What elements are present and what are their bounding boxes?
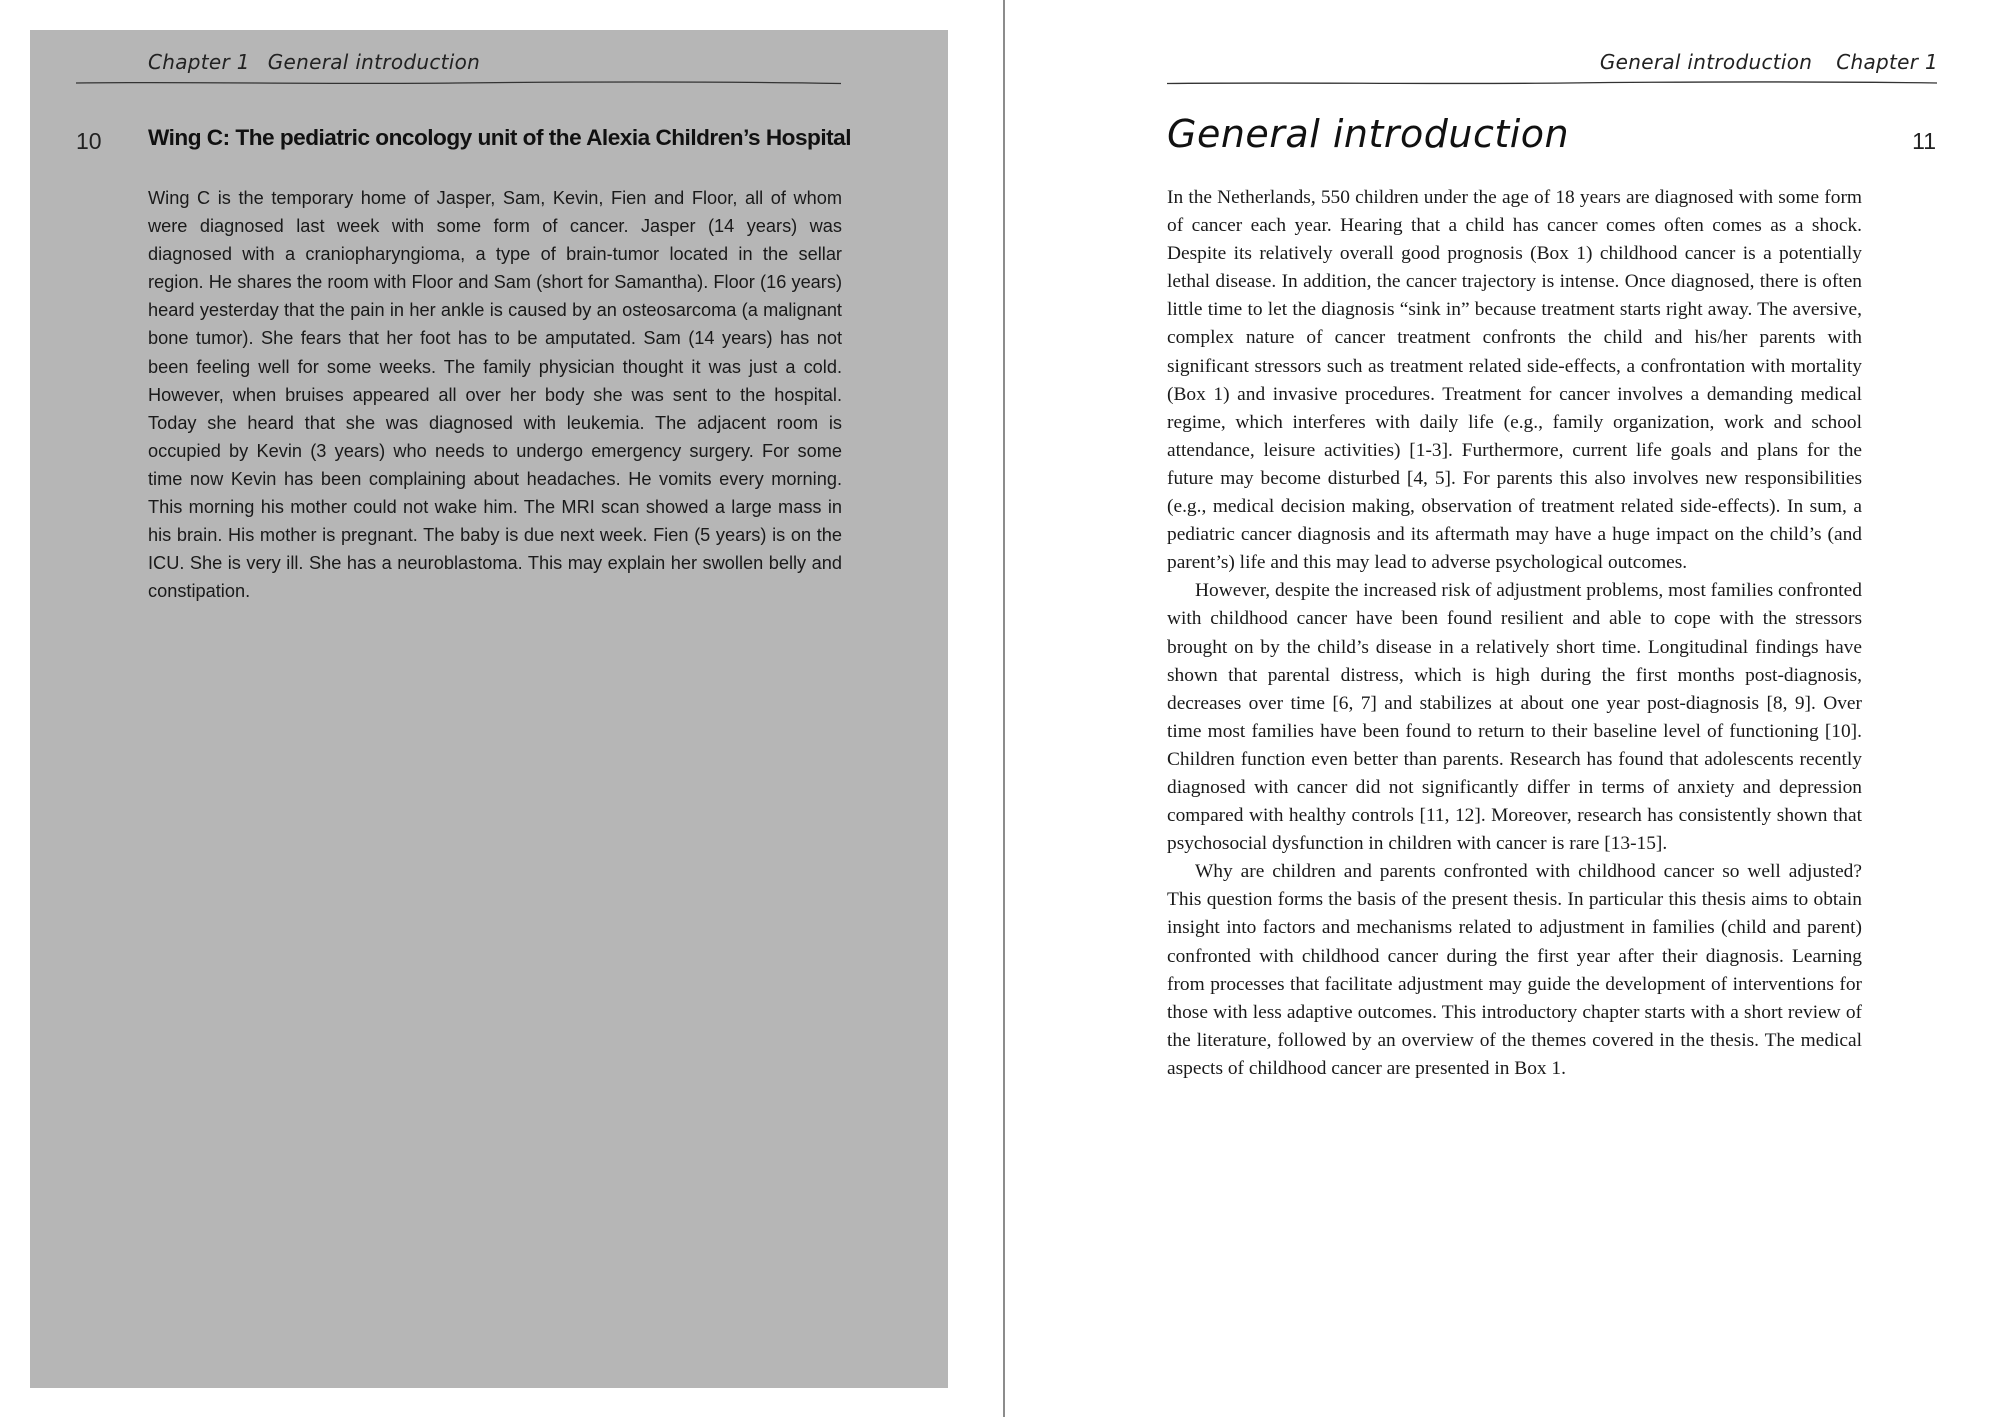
- header-chapter: Chapter 1: [1836, 50, 1938, 74]
- header-title: General introduction: [267, 50, 481, 74]
- header-title: General introduction: [1599, 50, 1813, 74]
- body-text: [1167, 184, 1862, 1083]
- box-title: Wing C: The pediatric oncology unit of the Alexia Children’s Hospital: [148, 125, 851, 150]
- running-header-left: [148, 50, 480, 74]
- right-page: [1005, 0, 2008, 1417]
- paragraph: In the Netherlands, 550 children under the age of 18 years are diagnosed with some form of cancer each year. Hearing that a child has cancer comes often comes as a shock. Despite its relatively overall good prognosis (Box 1) childhood cancer is a potentially lethal disease. In addition, the cancer trajectory is intense. Once diagnosed, there is often little time to let the diagnosis “sink in” because treatment starts right away. The aversive, complex nature of cancer treatment confronts the child and his/her parents with significant stressors such as treatment related side-effects, a confrontation with mortality (Box 1) and invasive procedures. Treatment for cancer involves a demanding medical regime, which interferes with daily life (e.g., family organization, work and school attendance, leisure activities) [1-3]. Furthermore, current life goals and plans for the future may become disturbed [4, 5]. For parents this also involves new responsibilities (e.g., medical decision making, observation of treatment related side-effects). In sum, a pediatric cancer diagnosis and its aftermath may have a huge impact on the child’s (and parent’s) life and this may lead to adverse psychological outcomes.: [1167, 187, 1862, 574]
- header-rule-right: [1167, 80, 1937, 86]
- header-chapter: Chapter 1: [148, 50, 250, 74]
- running-header-right: [1600, 50, 1938, 74]
- chapter-title: General introduction: [1167, 112, 1570, 156]
- header-rule-left: [76, 80, 841, 86]
- box-text: Wing C is the temporary home of Jasper, Sam, Kevin, Fien and Floor, all of whom were diagnosed last week with some form of cancer. Jasper (14 years) was diagnosed with a craniopharyngioma, a type of brain-tumor located in the sellar region. He shares the room with Floor and Sam (short for Samantha). Floor (16 years) heard yesterday that the pain in her ankle is caused by an osteosarcoma (a malignant bone tumor). She fears that her foot has to be amputated. Sam (14 years) has not been feeling well for some weeks. The family physician thought it was just a cold. However, when bruises appeared all over her body she was sent to the hospital. Today she heard that she was diagnosed with leukemia. The adjacent room is occupied by Kevin (3 years) who needs to undergo emergency surgery. For some time now Kevin has been complaining about headaches. He vomits every morning. This morning his mother could not wake him. The MRI scan showed a large mass in his brain. His mother is pregnant. The baby is due next week. Fien (5 years) is on the ICU. She is very ill. She has a neuroblastoma. This may explain her swollen belly and constipation.: [148, 188, 842, 602]
- paragraph: Why are children and parents confronted with childhood cancer so well adjusted? This question forms the basis of the present thesis. In particular this thesis aims to obtain insight into factors and mechanisms related to adjustment in families (child and parent) confronted with childhood cancer during the first year after their diagnosis. Learning from processes that facilitate adjustment may guide the development of interventions for those with less adaptive outcomes. This introductory chapter starts with a short review of the literature, followed by an overview of the themes covered in the thesis. The medical aspects of childhood cancer are presented in Box 1.: [1167, 861, 1862, 1079]
- paragraph: However, despite the increased risk of adjustment problems, most families confronted with childhood cancer have been found resilient and able to cope with the stressors brought on by the child’s disease in a relatively short time. Longitudinal findings have shown that parental distress, which is high during the first months post-diagnosis, decreases over time [6, 7] and stabilizes at about one year post-diagnosis [8, 9]. Over time most families have been found to return to their baseline level of functioning [10]. Children function even better than parents. Research has found that adolescents recently diagnosed with cancer did not significantly differ in terms of anxiety and depression compared with healthy controls [11, 12]. Moreover, research has consistently shown that psychosocial dysfunction in children with cancer is rare [13-15].: [1167, 580, 1862, 855]
- page-number-left: 10: [76, 128, 102, 154]
- page-number-right: 11: [1912, 128, 1936, 154]
